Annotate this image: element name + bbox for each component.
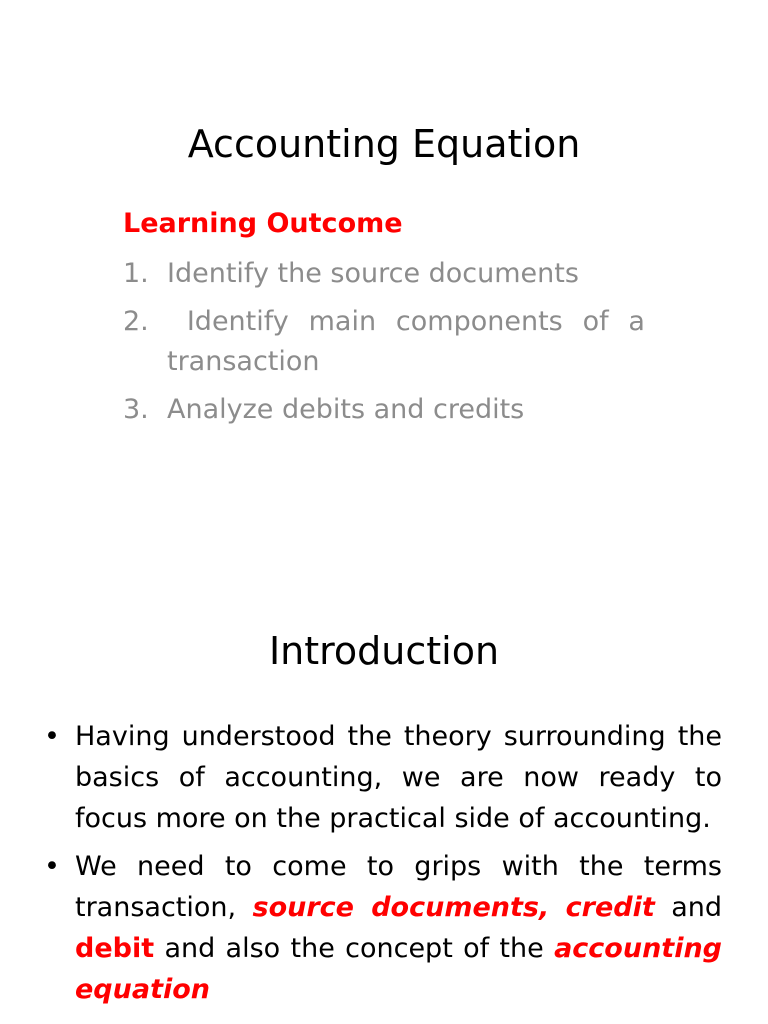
bullet-text xyxy=(75,846,722,1010)
bullet-item xyxy=(44,846,722,1010)
term-debit: debit xyxy=(75,933,155,964)
bullet-text-plain: and also the concept of the xyxy=(154,933,555,964)
outcome-text: Analyze debits and credits xyxy=(167,394,525,425)
term-source-documents: source documents, xyxy=(252,892,550,923)
outcome-number: 2. xyxy=(123,306,149,337)
learning-outcome-heading: Learning Outcome xyxy=(123,208,403,239)
bullet-text-space xyxy=(549,892,565,923)
outcome-number: 3. xyxy=(123,394,149,425)
outcome-item xyxy=(123,302,654,382)
slide-title: Accounting Equation xyxy=(187,122,581,166)
bullet-icon: • xyxy=(44,721,60,752)
intro-bullet-list xyxy=(44,716,722,1017)
slide-title: Introduction xyxy=(268,629,500,673)
outcome-item xyxy=(123,254,645,294)
bullet-text-and: and xyxy=(654,892,722,923)
outcome-text: Identify main components of a transaction xyxy=(167,306,654,377)
learning-outcomes-list xyxy=(123,254,654,438)
bullet-item xyxy=(44,716,722,839)
outcome-number: 1. xyxy=(123,258,149,289)
outcome-item xyxy=(123,390,645,430)
outcome-text: Identify the source documents xyxy=(167,258,579,289)
bullet-text: Having understood the theory surrounding the basics of accounting, we are now ready to focus more on the practical side of accounting. xyxy=(75,721,722,834)
bullet-text-plain: We need to come to grips with the terms transaction, xyxy=(75,851,722,923)
term-accounting-equation: accounting equation xyxy=(75,933,722,1005)
bullet-icon: • xyxy=(44,851,60,882)
slide-introduction xyxy=(0,512,768,1024)
term-credit: credit xyxy=(565,892,655,923)
